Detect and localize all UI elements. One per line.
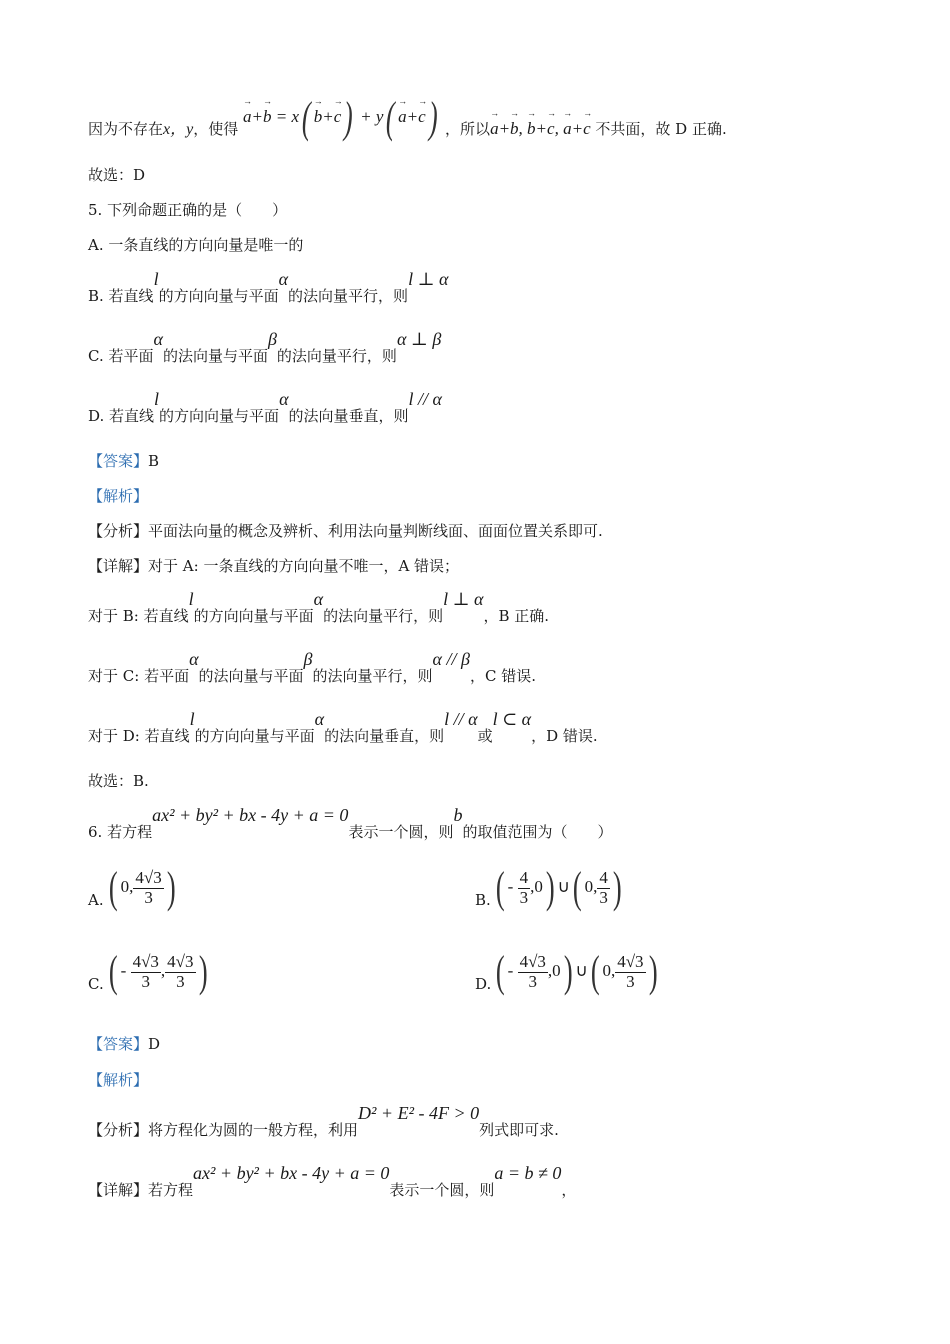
q5-option-d: D. 若直线l的方向向量与平面α的法向量垂直，则l // α <box>88 389 442 425</box>
text: 不共面，故 D 正确. <box>595 119 727 138</box>
q6-label-a: A. <box>88 891 104 909</box>
q6-stem: 6. 若方程ax² + by² + bx - 4y + a = 0表示一个圆，则b的取值范围为（ ） <box>88 805 613 841</box>
text: 因为不存在 <box>88 119 164 138</box>
q5-xiangjie-c: 对于 C: 若平面α的法向量与平面β的法向量平行，则α // β，C 错误. <box>88 649 536 685</box>
vector-equation: → a+→ b = x(→ b+→ c) + y(→ a+→ c) <box>243 107 440 126</box>
q5-option-c: C. 若平面α的法向量与平面β的法向量平行，则α ⊥ β <box>88 329 442 365</box>
text: ，所以 <box>445 119 491 138</box>
q5-xiangjie-a: 【详解】对于 A: 一条直线的方向向量不唯一，A 错误； <box>88 557 460 575</box>
q5-stem: 5. 下列命题正确的是（ ） <box>88 201 288 219</box>
q5-fenxi: 【分析】平面法向量的概念及辨析、利用法向量判断线面、面面位置关系即可. <box>88 522 603 540</box>
q5-xiangjie-d: 对于 D: 若直线l的方向向量与平面α的法向量垂直，则l // α或l ⊂ α，D 错误. <box>88 709 598 745</box>
q5-option-b: B. 若直线l的方向向量与平面α的法向量平行，则l ⊥ α <box>88 269 449 305</box>
math-vars: x，y <box>163 120 194 138</box>
text: ，使得 <box>193 119 239 138</box>
q6-option-b-expr: ( - $\frac{4}{3}$ ,0) ∪( 0, $\frac{4}{3}$ ) <box>495 863 622 912</box>
q5-option-a: A. 一条直线的方向向量是唯一的 <box>88 236 304 254</box>
q6-answer: 【答案】D <box>88 1035 161 1053</box>
q6-option-a-expr: ( 0, $\frac{4√3}{3}$ ) <box>108 863 176 912</box>
q6-fenxi: 【分析】将方程化为圆的一般方程，利用D² + E² - 4F > 0列式即可求. <box>88 1103 559 1139</box>
q6-label-c: C. <box>88 975 104 993</box>
q6-xiangjie: 【详解】若方程ax² + by² + bx - 4y + a = 0表示一个圆，则a = b ≠ 0， <box>88 1163 577 1199</box>
q5-xiangjie-b: 对于 B: 若直线l的方向向量与平面α的法向量平行，则l ⊥ α，B 正确. <box>88 589 550 625</box>
q6-label-b: B. <box>475 891 491 909</box>
q6-label-d: D. <box>475 975 492 993</box>
choice-line: 故选：D <box>88 166 146 184</box>
q5-analysis-tag: 【解析】 <box>88 487 149 505</box>
q5-choice: 故选：B. <box>88 772 149 790</box>
q6-option-d-expr: ( - $\frac{4√3}{3}$ ,0) ∪( 0, $\frac{4√3}{3}$ ) <box>495 947 658 996</box>
q6-option-c-expr: ( - $\frac{4√3}{3}$ , $\frac{4√3}{3}$ ) <box>108 947 208 996</box>
q6-analysis-tag: 【解析】 <box>88 1071 149 1089</box>
vector-list: → a+→ b, → b+→ c, → a+→ c <box>490 119 591 138</box>
intro-line <box>88 93 727 152</box>
q5-answer: 【答案】B <box>88 452 160 470</box>
